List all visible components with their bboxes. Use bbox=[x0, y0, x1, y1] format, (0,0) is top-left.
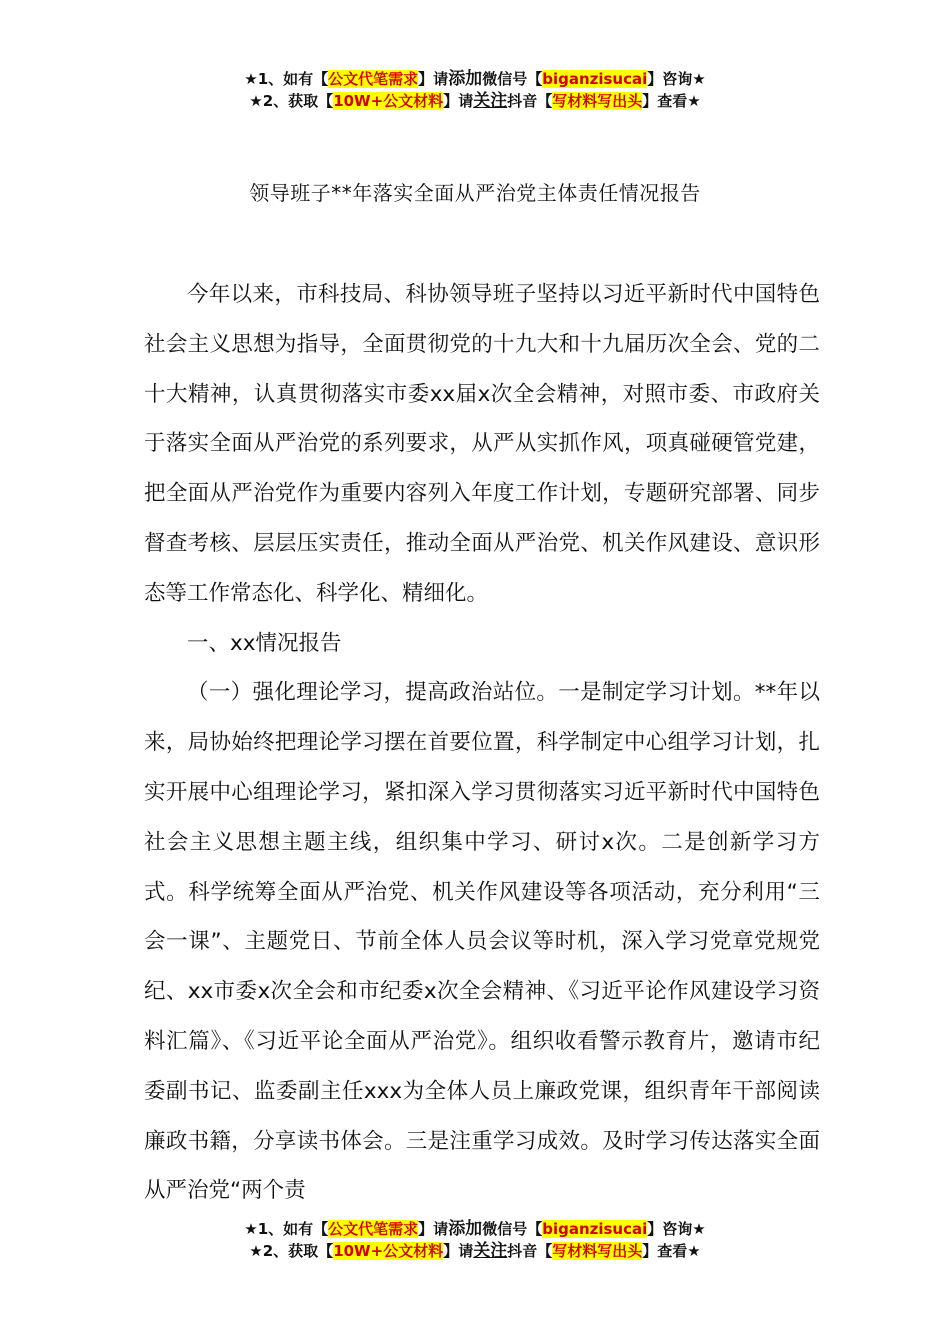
banner-text: 】请 bbox=[443, 1242, 474, 1260]
emphasis-text: 关注 bbox=[473, 1241, 508, 1261]
highlight-text: 公文代笔需求 bbox=[328, 70, 419, 88]
banner-text: 】请 bbox=[418, 70, 449, 88]
banner-text: 】咨询★ bbox=[647, 70, 706, 88]
banner-text: 微信号【 bbox=[482, 1220, 543, 1238]
banner-line-1 bbox=[0, 68, 950, 90]
banner-text: ★1、如有【 bbox=[244, 1220, 329, 1238]
paragraph: （一）强化理论学习，提高政治站位。一是制定学习计划。**年以来，局协始终把理论学习摆在首要位置，科学制定中心组学习计划，扎实开展中心组理论学习，紧扣深入学习贯彻落实习近平新时代中国特色社会主义思想主题主线，组织集中学习、研讨x次。二是创新学习方式。科学统筹全面从严治党、机关作风建设等各项活动，充分利用“三会一课”、主题党日、节前全体人员会议等时机，深入学习党章党规党纪、xx市委x次全会和市纪委x次全会精神、《习近平论作风建设学习资料汇篇》、《习近平论全面从严治党》。组织收看警示教育片，邀请市纪委副书记、监委副主任xxx为全体人员上廉政党课，组织青年干部阅读廉政书籍，分享读书体会。三是注重学习成效。及时学习传达落实全面从严治党“两个责 bbox=[144, 680, 820, 1204]
banner-text: 抖音【 bbox=[507, 1242, 553, 1260]
footer-banner bbox=[0, 1218, 950, 1262]
banner-line-2 bbox=[0, 1240, 950, 1262]
banner-text: 抖音【 bbox=[507, 92, 553, 110]
document-body bbox=[144, 270, 820, 1216]
douyin-account: 写材料写出头 bbox=[552, 92, 643, 110]
section-heading: 一、xx情况报告 bbox=[187, 630, 342, 656]
banner-text: 】咨询★ bbox=[647, 1220, 706, 1238]
banner-text: 】查看★ bbox=[642, 1242, 701, 1260]
douyin-account: 写材料写出头 bbox=[552, 1242, 643, 1260]
header-banner bbox=[0, 68, 950, 112]
wechat-id: biganzisucai bbox=[542, 1220, 648, 1238]
emphasis-text: 关注 bbox=[473, 91, 508, 111]
banner-text: ★1、如有【 bbox=[244, 70, 329, 88]
banner-text: ★2、获取【 bbox=[249, 1242, 334, 1260]
banner-text: ★2、获取【 bbox=[249, 92, 334, 110]
highlight-text: 10W+公文材料 bbox=[333, 1242, 444, 1260]
document-title: 领导班子**年落实全面从严治党主体责任情况报告 bbox=[249, 181, 701, 205]
banner-text: 】查看★ bbox=[642, 92, 701, 110]
banner-text: 微信号【 bbox=[482, 70, 543, 88]
wechat-id: biganzisucai bbox=[542, 70, 648, 88]
paragraph: 今年以来，市科技局、科协领导班子坚持以习近平新时代中国特色社会主义思想为指导，全面贯彻党的十九大和十九届历次全会、党的二十大精神，认真贯彻落实市委xx届x次全会精神，对照市委、市政府关于落实全面从严治党的系列要求，从严从实抓作风，项真碰硬管党建，把全面从严治党作为重要内容列入年度工作计划，专题研究部署、同步督查考核、层层压实责任，推动全面从严治党、机关作风建设、意识形态等工作常态化、科学化、精细化。 bbox=[144, 282, 820, 606]
banner-line-2 bbox=[0, 90, 950, 112]
banner-text: 】请 bbox=[443, 92, 474, 110]
highlight-text: 公文代笔需求 bbox=[328, 1220, 419, 1238]
highlight-text: 10W+公文材料 bbox=[333, 92, 444, 110]
banner-line-1 bbox=[0, 1218, 950, 1240]
emphasis-text: 添加 bbox=[448, 1219, 483, 1239]
emphasis-text: 添加 bbox=[448, 69, 483, 89]
banner-text: 】请 bbox=[418, 1220, 449, 1238]
